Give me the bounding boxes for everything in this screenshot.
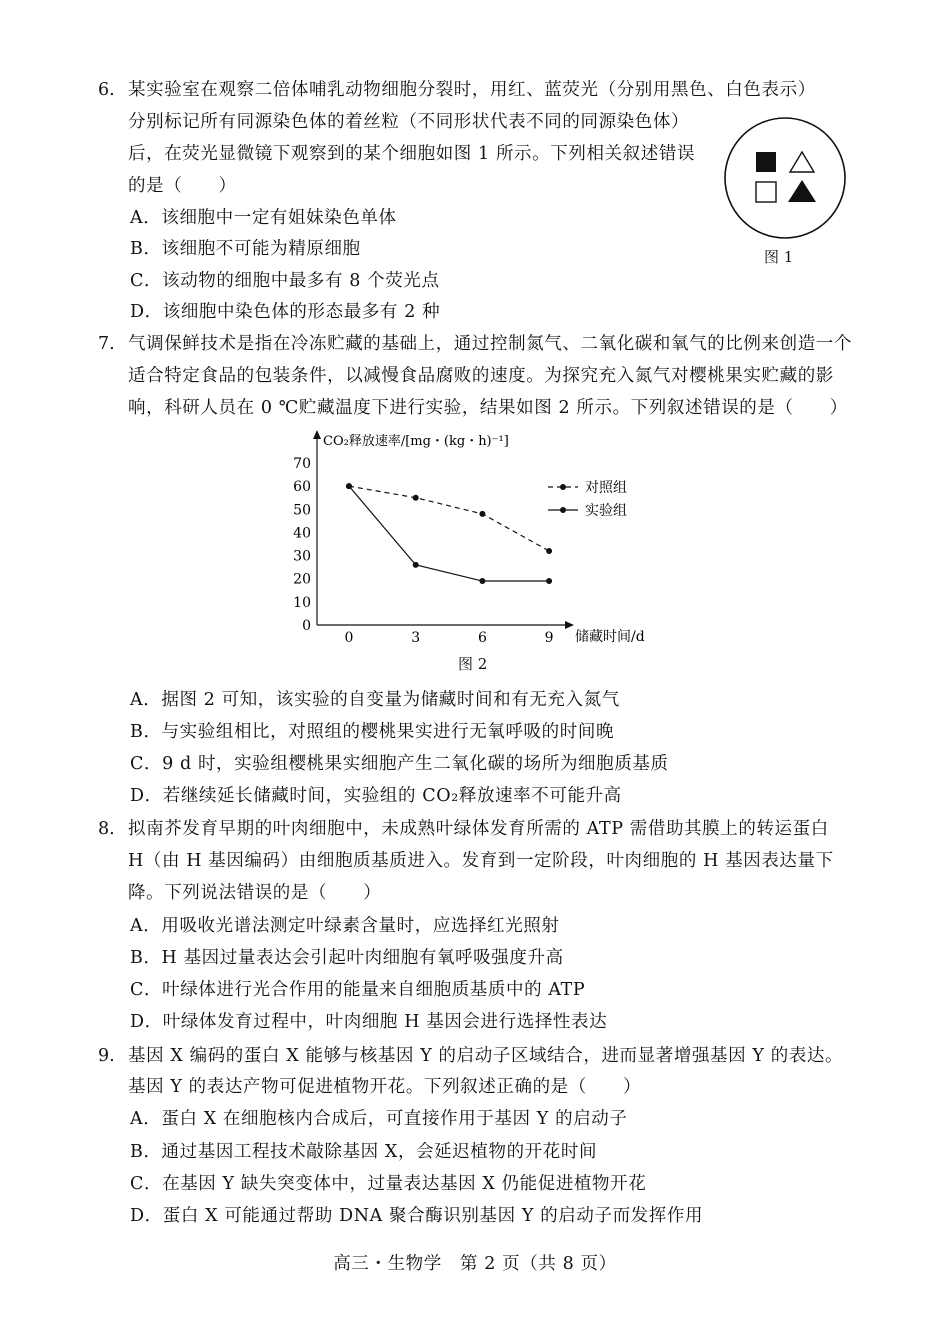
x-tick-label: 0 <box>344 630 354 646</box>
y-tick-label: 70 <box>293 456 311 472</box>
q6-stem-line-2: 分别标记所有同源染色体的着丝粒（不同形状代表不同的同源染色体） <box>128 112 690 132</box>
q6-option-c[interactable]: C．该动物的细胞中最多有 8 个荧光点 <box>130 271 440 291</box>
y-tick-label: 0 <box>302 618 311 634</box>
series-line-experiment <box>349 486 549 581</box>
data-point <box>413 495 419 501</box>
figure-2-chart <box>280 425 680 655</box>
legend-label: 实验组 <box>585 503 627 519</box>
y-axis-label: CO₂释放速率/[mg・(kg・h)⁻¹] <box>323 434 509 449</box>
q7-number: 7. <box>98 334 115 354</box>
q6-option-a[interactable]: A．该细胞中一定有姐妹染色单体 <box>130 208 397 228</box>
data-point <box>546 578 552 584</box>
q9-stem-line-2: 基因 Y 的表达产物可促进植物开花。下列叙述正确的是（ ） <box>128 1077 642 1097</box>
q6-stem-line-1: 某实验室在观察二倍体哺乳动物细胞分裂时，用红、蓝荧光（分别用黑色、白色表示） <box>128 80 816 100</box>
q6-stem-line-3: 后，在荧光显微镜下观察到的某个细胞如图 1 所示。下列相关叙述错误 <box>128 144 696 164</box>
y-tick-label: 40 <box>293 525 311 542</box>
q6-stem-line-4: 的是（ ） <box>128 176 237 196</box>
q7-option-b[interactable]: B．与实验组相比，对照组的樱桃果实进行无氧呼吸的时间晚 <box>130 722 615 742</box>
figure-2-caption: 图 2 <box>458 655 488 673</box>
data-point <box>413 562 419 568</box>
x-tick-label: 3 <box>411 630 421 646</box>
q9-stem-line-1: 基因 X 编码的蛋白 X 能够与核基因 Y 的启动子区域结合，进而显著增强基因 Y 的表达。 <box>128 1046 844 1066</box>
q6-option-d[interactable]: D．该细胞中染色体的形态最多有 2 种 <box>130 302 441 322</box>
y-tick-label: 20 <box>293 571 311 588</box>
cell-outline <box>725 118 845 238</box>
black-triangle-icon <box>788 180 816 202</box>
figure-1-caption: 图 1 <box>764 248 794 266</box>
q7-stem-line-3: 响，科研人员在 0 ℃贮藏温度下进行实验，结果如图 2 所示。下列叙述错误的是（ ） <box>128 398 848 418</box>
data-point <box>346 483 352 489</box>
legend-marker <box>560 507 566 513</box>
figure-1-cell <box>722 116 848 242</box>
q7-option-d[interactable]: D．若继续延长储藏时间，实验组的 CO₂释放速率不可能升高 <box>130 786 622 806</box>
legend-label: 对照组 <box>585 480 627 496</box>
q6-option-b[interactable]: B．该细胞不可能为精原细胞 <box>130 239 361 259</box>
y-tick-label: 50 <box>293 502 311 519</box>
q9-number: 9. <box>98 1046 115 1066</box>
x-tick-label: 6 <box>477 630 487 646</box>
q8-option-c[interactable]: C．叶绿体进行光合作用的能量来自细胞质基质中的 ATP <box>130 980 586 1000</box>
data-point <box>546 548 552 554</box>
data-point <box>479 578 485 584</box>
q9-option-d[interactable]: D．蛋白 X 可能通过帮助 DNA 聚合酶识别基因 Y 的启动子而发挥作用 <box>130 1206 704 1226</box>
x-tick-label: 9 <box>544 630 554 646</box>
q7-stem-line-1: 气调保鲜技术是指在冷冻贮藏的基础上，通过控制氮气、二氧化碳和氧气的比例来创造一个 <box>128 334 852 354</box>
y-tick-label: 30 <box>293 548 311 565</box>
q7-option-c[interactable]: C．9 d 时，实验组樱桃果实细胞产生二氧化碳的场所为细胞质基质 <box>130 754 669 774</box>
data-point <box>479 511 485 517</box>
q7-stem-line-2: 适合特定食品的包装条件，以减慢食品腐败的速度。为探究充入氮气对樱桃果实贮藏的影 <box>128 366 834 386</box>
white-square-icon <box>756 182 776 202</box>
q8-option-b[interactable]: B．H 基因过量表达会引起叶肉细胞有氧呼吸强度升高 <box>130 948 564 968</box>
x-axis-label: 储藏时间/d <box>575 629 645 645</box>
q8-option-d[interactable]: D．叶绿体发育过程中，叶肉细胞 H 基因会进行选择性表达 <box>130 1012 608 1032</box>
q7-option-a[interactable]: A．据图 2 可知，该实验的自变量为储藏时间和有无充入氮气 <box>130 690 620 710</box>
x-axis-arrow <box>565 621 574 629</box>
q9-option-b[interactable]: B．通过基因工程技术敲除基因 X，会延迟植物的开花时间 <box>130 1142 598 1162</box>
series-line-control <box>349 486 549 551</box>
page-footer: 高三・生物学 第 2 页（共 8 页） <box>333 1254 617 1274</box>
q8-stem-line-2: H（由 H 基因编码）由细胞质基质进入。发育到一定阶段，叶肉细胞的 H 基因表达量下 <box>128 851 834 871</box>
q8-stem-line-1: 拟南芥发育早期的叶肉细胞中，未成熟叶绿体发育所需的 ATP 需借助其膜上的转运蛋白 <box>128 819 829 839</box>
legend-marker <box>560 484 566 490</box>
q9-option-a[interactable]: A．蛋白 X 在细胞核内合成后，可直接作用于基因 Y 的启动子 <box>130 1109 628 1129</box>
y-tick-label: 60 <box>293 479 311 496</box>
q9-option-c[interactable]: C．在基因 Y 缺失突变体中，过量表达基因 X 仍能促进植物开花 <box>130 1174 647 1194</box>
q8-stem-line-3: 降。下列说法错误的是（ ） <box>128 883 382 903</box>
white-triangle-icon <box>790 152 814 172</box>
black-square-icon <box>756 152 776 172</box>
q8-number: 8. <box>98 819 115 839</box>
q6-number: 6. <box>98 80 115 100</box>
q8-option-a[interactable]: A．用吸收光谱法测定叶绿素含量时，应选择红光照射 <box>130 916 560 936</box>
y-axis-arrow <box>313 430 321 439</box>
y-tick-label: 10 <box>293 594 311 611</box>
